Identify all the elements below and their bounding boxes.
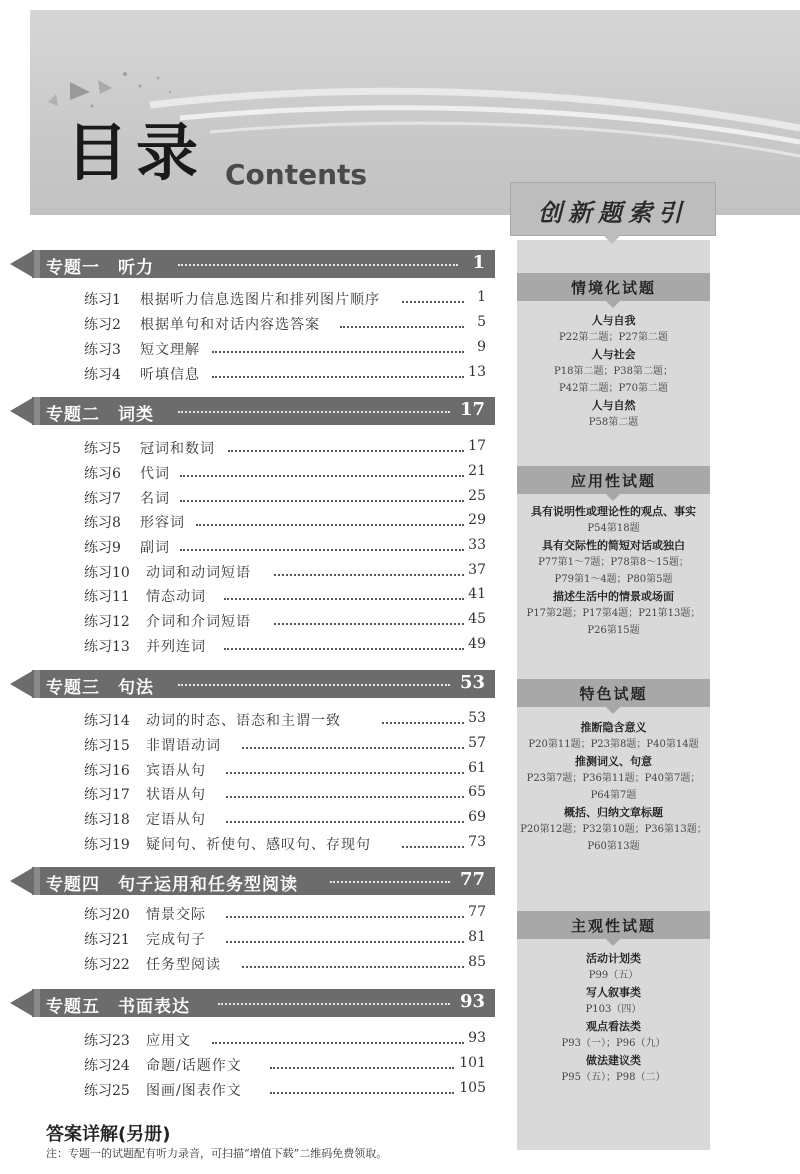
item-title: 情态动词 [146, 589, 206, 605]
category-reference[interactable]: P17第2题；P17第4题；P21第13题； [526, 608, 701, 619]
item-number: 练习10 [84, 565, 130, 581]
category-subheading: 人与自我 [591, 314, 636, 327]
category-subheading: 具有交际性的简短对话或独白 [542, 539, 685, 552]
toc-item[interactable] [84, 904, 486, 926]
answers-label: 答案详解(另册) [46, 1124, 171, 1145]
item-page: 9 [477, 339, 486, 355]
toc-item[interactable] [84, 586, 486, 608]
item-page: 53 [468, 710, 486, 726]
item-title: 命题/话题作文 [146, 1058, 242, 1074]
section-header[interactable] [0, 250, 495, 278]
item-title: 代词 [140, 466, 170, 482]
page-title-english: Contents [225, 158, 368, 191]
category-header [517, 273, 710, 301]
category-reference[interactable]: P22第二题；P27第二题 [559, 332, 668, 343]
category-header [517, 911, 710, 939]
category-reference[interactable]: P20第11题；P23第8题；P40第14题 [528, 739, 699, 750]
category-reference[interactable]: P93（一）；P96（九） [561, 1038, 666, 1049]
category-reference[interactable]: P79第1～4题；P80第5题 [554, 574, 673, 585]
category-subheading: 概括、归纳文章标题 [564, 806, 663, 819]
item-number: 练习21 [84, 932, 130, 948]
category-pointer [606, 494, 620, 501]
item-page: 81 [468, 929, 486, 945]
category-body [517, 503, 710, 639]
item-page: 25 [468, 488, 486, 504]
section-page: 93 [459, 991, 485, 1012]
toc-item[interactable] [84, 314, 486, 336]
item-number: 练习4 [84, 367, 121, 383]
item-title: 动词和动词短语 [146, 565, 251, 581]
item-title: 介词和介词短语 [146, 614, 251, 630]
category-reference[interactable]: P18第二题；P38第二题； [554, 366, 673, 377]
section-page: 1 [472, 252, 485, 273]
item-number: 练习1 [84, 292, 121, 308]
item-title: 名词 [140, 491, 170, 507]
item-title: 非谓语动词 [146, 738, 221, 754]
item-number: 练习3 [84, 342, 121, 358]
toc-item[interactable] [84, 1030, 486, 1052]
category-reference[interactable]: P58第二题 [588, 417, 639, 428]
item-number: 练习15 [84, 738, 130, 754]
category-subheading: 观点看法类 [586, 1020, 641, 1033]
toc-item[interactable] [84, 562, 486, 584]
toc-item[interactable] [84, 364, 486, 386]
item-page: 41 [468, 586, 486, 602]
item-number: 练习17 [84, 787, 130, 803]
item-title: 应用文 [146, 1033, 191, 1049]
toc-item[interactable] [84, 537, 486, 559]
item-title: 形容词 [140, 515, 185, 531]
item-title: 根据单句和对话内容选答案 [140, 317, 320, 333]
item-number: 练习22 [84, 957, 130, 973]
item-page: 13 [468, 364, 486, 380]
item-title: 并列连词 [146, 639, 206, 655]
item-number: 练习16 [84, 763, 130, 779]
item-page: 29 [468, 512, 486, 528]
toc-item[interactable] [84, 834, 486, 856]
item-title: 任务型阅读 [146, 957, 221, 973]
section-title: 专题三 句法 [46, 678, 154, 698]
section-header[interactable] [0, 397, 495, 425]
category-body [517, 719, 710, 855]
toc-item[interactable] [84, 735, 486, 757]
item-page: 37 [468, 562, 486, 578]
category-reference[interactable]: P23第7题；P36第11题；P40第7题； [526, 773, 701, 784]
item-page: 101 [459, 1055, 486, 1071]
category-title: 主观性试题 [570, 917, 656, 935]
item-page: 61 [468, 760, 486, 776]
page-title: 目录 [66, 116, 207, 189]
item-number: 练习25 [84, 1083, 130, 1099]
item-number: 练习7 [84, 491, 121, 507]
category-body [517, 950, 710, 1086]
category-title: 特色试题 [579, 685, 648, 703]
category-reference[interactable]: P42第二题；P70第二题 [559, 383, 668, 394]
category-subheading: 描述生活中的情景或场面 [553, 590, 674, 603]
item-number: 练习12 [84, 614, 130, 630]
category-title: 情境化试题 [570, 279, 656, 297]
item-title: 副词 [140, 540, 170, 556]
toc-item[interactable] [84, 760, 486, 782]
item-page: 57 [468, 735, 486, 751]
item-page: 49 [468, 636, 486, 652]
toc-item[interactable] [84, 438, 486, 460]
item-page: 21 [468, 463, 486, 479]
item-title: 冠词和数词 [140, 441, 215, 457]
item-number: 练习8 [84, 515, 121, 531]
section-page: 17 [459, 399, 485, 420]
item-page: 17 [468, 438, 486, 454]
category-reference[interactable]: P103（四） [585, 1004, 642, 1015]
toc-item[interactable] [84, 809, 486, 831]
toc-item[interactable] [84, 512, 486, 534]
category-title: 应用性试题 [570, 472, 656, 490]
item-title: 图画/图表作文 [146, 1083, 242, 1099]
category-reference[interactable]: P95（五）；P98（二） [561, 1072, 666, 1083]
item-title: 动词的时态、语态和主谓一致 [146, 713, 341, 729]
item-page: 105 [459, 1080, 486, 1096]
item-title: 情景交际 [146, 907, 206, 923]
item-number: 练习14 [84, 713, 130, 729]
item-number: 练习18 [84, 812, 130, 828]
category-header [517, 466, 710, 494]
item-number: 练习19 [84, 837, 130, 853]
item-page: 1 [477, 289, 486, 305]
toc-item[interactable] [84, 710, 486, 732]
toc-item[interactable] [84, 1080, 486, 1102]
item-title: 疑问句、祈使句、感叹句、存现句 [146, 837, 371, 853]
footnote: 注：专题一的试题配有听力录音，可扫描“增值下载”二维码免费领取。 [46, 1147, 388, 1160]
item-page: 65 [468, 784, 486, 800]
index-panel-pointer [602, 234, 622, 244]
item-title: 宾语从句 [146, 763, 206, 779]
item-number: 练习13 [84, 639, 130, 655]
category-subheading: 人与社会 [591, 348, 636, 361]
section-header[interactable] [0, 989, 495, 1017]
item-page: 93 [468, 1030, 486, 1046]
item-page: 73 [468, 834, 486, 850]
category-pointer [606, 707, 620, 714]
item-number: 练习2 [84, 317, 121, 333]
item-title: 定语从句 [146, 812, 206, 828]
category-reference[interactable]: P99（五） [588, 970, 639, 981]
item-page: 33 [468, 537, 486, 553]
category-header [517, 679, 710, 707]
item-page: 69 [468, 809, 486, 825]
section-header[interactable] [0, 867, 495, 895]
item-number: 练习5 [84, 441, 121, 457]
section-header[interactable] [0, 670, 495, 698]
section-page: 77 [459, 869, 485, 890]
item-page: 85 [468, 954, 486, 970]
toc-item[interactable] [84, 289, 486, 311]
category-reference[interactable]: P54第18题 [587, 523, 640, 534]
category-pointer [606, 301, 620, 308]
item-number: 练习6 [84, 466, 121, 482]
category-reference[interactable]: P64第7题 [590, 790, 637, 801]
item-title: 根据听力信息选图片和排列图片顺序 [140, 292, 380, 308]
category-subheading: 具有说明性或理论性的观点、事实 [531, 505, 696, 518]
category-subheading: 人与自然 [591, 399, 636, 412]
item-title: 短文理解 [140, 342, 200, 358]
toc-item[interactable] [84, 488, 486, 510]
toc-item[interactable] [84, 636, 486, 658]
index-panel-title-box [510, 182, 716, 236]
item-number: 练习23 [84, 1033, 130, 1049]
item-number: 练习11 [84, 589, 130, 605]
item-page: 45 [468, 611, 486, 627]
category-subheading: 推断隐含意义 [580, 721, 647, 734]
toc-item[interactable] [84, 1055, 486, 1077]
category-pointer [606, 939, 620, 946]
section-title: 专题五 书面表达 [46, 997, 190, 1017]
item-number: 练习9 [84, 540, 121, 556]
category-reference[interactable]: P20第12题；P32第10题；P36第13题； [520, 824, 707, 835]
item-number: 练习24 [84, 1058, 130, 1074]
category-subheading: 推测词义、句意 [575, 755, 652, 768]
section-title: 专题一 听力 [46, 258, 154, 278]
toc-item[interactable] [84, 954, 486, 976]
item-page: 5 [477, 314, 486, 330]
toc-item[interactable] [84, 929, 486, 951]
toc-item[interactable] [84, 784, 486, 806]
category-subheading: 做法建议类 [586, 1054, 641, 1067]
section-title: 专题四 句子运用和任务型阅读 [46, 875, 298, 895]
index-panel-title: 创新题索引 [538, 198, 688, 227]
toc-item[interactable] [84, 463, 486, 485]
section-page: 53 [459, 672, 485, 693]
item-number: 练习20 [84, 907, 130, 923]
category-body [517, 312, 710, 431]
toc-item[interactable] [84, 339, 486, 361]
category-reference[interactable]: P77第1～7题；P78第8～15题； [538, 557, 689, 568]
category-subheading: 写人叙事类 [586, 986, 641, 999]
item-title: 完成句子 [146, 932, 206, 948]
category-reference[interactable]: P26第15题 [587, 625, 640, 636]
item-title: 状语从句 [146, 787, 206, 803]
category-reference[interactable]: P60第13题 [587, 841, 640, 852]
section-title: 专题二 词类 [46, 405, 154, 425]
toc-item[interactable] [84, 611, 486, 633]
category-subheading: 活动计划类 [586, 952, 641, 965]
item-title: 听填信息 [140, 367, 200, 383]
item-page: 77 [468, 904, 486, 920]
